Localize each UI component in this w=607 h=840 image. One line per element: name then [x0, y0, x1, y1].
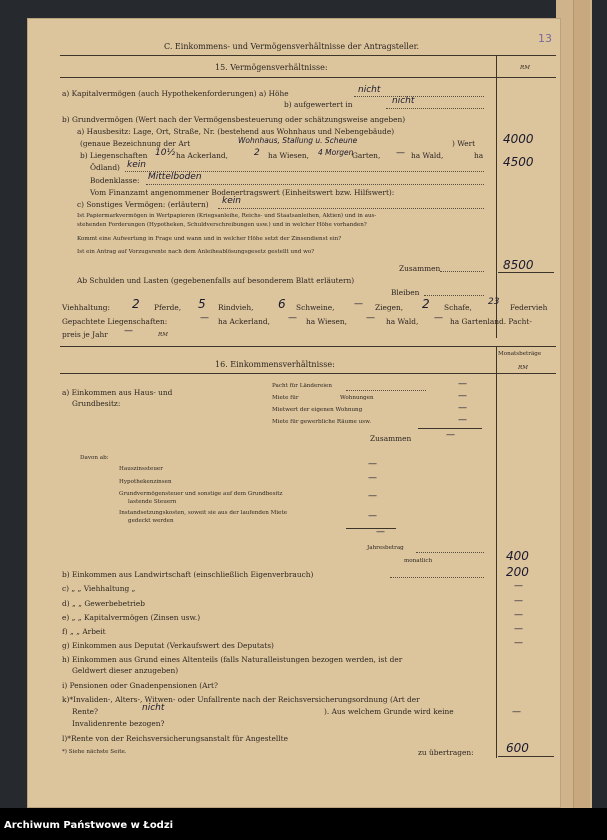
s16-k2-value: nicht: [142, 703, 165, 713]
s15-vieh-f: Schafe,: [444, 303, 472, 312]
rule: [60, 373, 556, 374]
s16-d-sum-value: —: [376, 527, 385, 537]
rule: [60, 55, 556, 56]
s15-b4e: ha Wald,: [411, 151, 444, 160]
s15-a2-value: nicht: [392, 96, 415, 106]
s16-jahres: Jahresbetrag: [367, 545, 404, 551]
s16-d3b: lastende Steuern: [128, 499, 177, 505]
s16-k3: Invalidenrente bezogen?: [72, 719, 165, 728]
s16-d: d) „ „ Gewerbebetrieb: [62, 599, 146, 608]
s16-title: 16. Einkommensverhältnisse:: [215, 360, 335, 369]
s15-vieh-d: Schweine,: [296, 303, 335, 312]
s15-b4-v2: 2: [254, 148, 260, 158]
s16-zusammen: Zusammen: [370, 434, 412, 443]
s15-b1: b) Grundvermögen (Wert nach der Vermögensbesteuerung oder schätzungsweise angeben): [62, 115, 406, 124]
page-edge-fold: [573, 0, 590, 808]
s15-b4-v4: —: [396, 148, 405, 158]
s15-pacht-preis-value: —: [124, 326, 133, 336]
s15-pacht-v3: —: [366, 313, 375, 323]
s16-d4: Instandsetzungskosten, soweit sie aus der laufenden Miete: [119, 510, 288, 516]
s16-f: f) „ „ Arbeit: [62, 627, 106, 636]
s16-unit: RM: [518, 365, 528, 371]
rule: [60, 77, 556, 78]
s16-monatl: monatlich: [404, 558, 433, 564]
dotted-line: [440, 271, 484, 272]
dotted-line: [386, 108, 484, 109]
s16-d4b: gedeckt werden: [128, 518, 174, 524]
s16-h1: h) Einkommen aus Grund eines Altenteils (falls Naturalleistungen bezogen werden, ist der: [62, 655, 403, 664]
s16-b-value: 200: [506, 565, 529, 579]
s15-c1: c) Sonstiges Vermögen: (erläutern): [77, 200, 209, 209]
rule: [496, 55, 497, 338]
s15-b3-value: Wohnhaus, Stallung u. Scheune: [238, 136, 358, 145]
s15-abzug: Ab Schulden und Lasten (gegebenenfalls auf besonderem Blatt erläutern): [77, 276, 355, 285]
s15-b6: Bodenklasse:: [90, 176, 140, 185]
s15-b6-value: Mittelboden: [148, 172, 202, 182]
s15-b3: (genaue Bezeichnung der Art: [80, 139, 191, 148]
s16-r3: Mietwert der eigenen Wohnung: [272, 407, 363, 413]
s16-c-value: —: [514, 581, 523, 591]
archive-label: Archiwum Państwowe w Łodzi: [4, 820, 174, 831]
dotted-line: [416, 552, 484, 553]
s16-g: g) Einkommen aus Deputat (Verkaufswert des Deputats): [62, 641, 274, 650]
s15-pacht-v1: —: [200, 313, 209, 323]
s15-pacht-d: ha Wald,: [386, 317, 419, 326]
s15-c5: Ist ein Antrag auf Vorzugsrente nach dem Anleiheablösungsgesetz gestellt und wo?: [77, 249, 315, 255]
s16-davon: Davon ab:: [80, 455, 109, 461]
s15-vieh-b: Pferde,: [154, 303, 182, 312]
s15-c2: Ist Papiermarkvermögen in Wertpapieren (Kriegsanleihe, Reichs- und Staatsanleihen, Aktien) und in aus-: [77, 213, 377, 219]
s15-pacht-label: Gepachtete Liegenschaften:: [62, 317, 168, 326]
rule: [60, 346, 556, 347]
s16-k-value: —: [512, 707, 521, 717]
s15-vieh-v1: 2: [132, 297, 140, 311]
s15-vieh-v5: 2: [422, 297, 430, 311]
s15-pacht-v2: —: [288, 313, 297, 323]
dotted-line: [146, 184, 484, 185]
s15-c1-value: kein: [222, 196, 241, 206]
s16-r1-value: —: [458, 379, 467, 389]
rule: [346, 528, 396, 529]
s15-c4: Kommt eine Aufwertung in Frage und wann und in welcher Höhe setzt der Zinsendienst ein?: [77, 236, 342, 242]
s15-pacht-c: ha Wiesen,: [306, 317, 347, 326]
s16-e-value: —: [514, 610, 523, 620]
s16-c: c) „ „ Viehhaltung „: [62, 584, 136, 593]
s15-b3-end: ) Wert: [452, 139, 476, 148]
s16-d3-value: —: [368, 491, 377, 501]
s16-g-value: —: [514, 638, 523, 648]
s15-b4b: ha Ackerland,: [176, 151, 228, 160]
s16-d3: Grundvermögensteuer und sonstige auf dem Grundbesitz: [119, 491, 283, 497]
s16-uebertrag: zu übertragen:: [418, 748, 474, 757]
page-number: 13: [538, 32, 552, 45]
s15-a1: a) Kapitalvermögen (auch Hypothekenforderungen) a) Höhe: [62, 89, 289, 98]
s16-d2: Hypothekenzinsen: [119, 479, 172, 485]
s15-b4-amount: 4500: [503, 155, 534, 169]
s15-pacht-b: ha Ackerland,: [218, 317, 270, 326]
s15-vieh-c: Rindvieh,: [218, 303, 254, 312]
s16-a2: Grundbesitz:: [72, 399, 121, 408]
s16-k1: k)*Invaliden-, Alters-, Witwen- oder Unfallrente nach der Reichsversicherungsordnung (Art der: [62, 695, 420, 704]
s16-i: i) Pensionen oder Gnadenpensionen (Art?: [62, 681, 218, 690]
section-title: C. Einkommens- und Vermögensverhältnisse der Antragsteller.: [164, 42, 420, 51]
s16-b: b) Einkommen aus Landwirtschaft (einschließlich Eigenverbrauch): [62, 570, 314, 579]
archive-footer: [0, 808, 607, 840]
s15-b5-value: kein: [127, 160, 146, 170]
s15-b4a: b) Liegenschaften: [80, 151, 148, 160]
s15-b3-amount: 4000: [503, 132, 534, 146]
dotted-line: [218, 208, 484, 209]
s15-pacht-e: ha Gartenland. Pacht-: [450, 317, 532, 326]
rule: [496, 346, 497, 758]
s15-pacht-v4: —: [434, 313, 443, 323]
s15-b4d: Garten,: [352, 151, 381, 160]
dotted-line: [346, 390, 426, 391]
s15-vieh-v6: 23: [488, 297, 500, 307]
s15-vieh-label: Viehhaltung:: [62, 303, 110, 312]
s15-b7: Vom Finanzamt angenommener Bodenertragswert (Einheitswert bzw. Hilfswert):: [90, 188, 395, 197]
s16-jahres-value: 400: [506, 549, 529, 563]
s16-e: e) „ „ Kapitalvermögen (Zinsen usw.): [62, 613, 201, 622]
rule: [498, 756, 554, 757]
s15-vieh-v4: —: [354, 299, 363, 309]
s16-r2b: Wohnungen: [340, 395, 374, 401]
s16-f-value: —: [514, 624, 523, 634]
s16-d1: Hauszinssteuer: [119, 466, 163, 472]
s15-vieh-v3: 6: [278, 297, 286, 311]
s16-uebertrag-value: 600: [506, 741, 529, 755]
s16-l: l)*Rente von der Reichsversicherungsanstalt für Angestellte: [62, 734, 288, 743]
s15-b2: a) Hausbesitz: Lage, Ort, Straße, Nr. (bestehend aus Wohnhaus und Nebengebäude): [77, 127, 395, 136]
s16-d2-value: —: [368, 473, 377, 483]
s15-b4-v1: 10½: [155, 148, 176, 158]
s16-h2: Geldwert dieser anzugeben): [72, 666, 179, 675]
s16-d1-value: —: [368, 459, 377, 469]
s16-footnote: *) Siehe nächste Seite.: [62, 749, 127, 755]
s15-pacht-unit: RM: [158, 332, 168, 338]
s16-r2-value: —: [458, 391, 467, 401]
dotted-line: [424, 295, 484, 296]
s15-title: 15. Vermögensverhältnisse:: [215, 63, 328, 72]
s16-k2b: ). Aus welchem Grunde wird keine: [324, 707, 454, 716]
s15-zusammen-value: 8500: [503, 258, 534, 272]
rule: [418, 428, 482, 429]
s16-k2: Rente?: [72, 707, 99, 716]
s16-r1: Pacht für Ländereien: [272, 383, 332, 389]
s15-zusammen: Zusammen: [399, 264, 441, 273]
s15-bleiben: Bleiben: [391, 288, 420, 297]
s16-zusammen-value: —: [446, 430, 455, 440]
s16-r2: Miete für: [272, 395, 299, 401]
s15-b4f: ha: [474, 151, 484, 160]
s15-b4c: ha Wiesen,: [268, 151, 309, 160]
s16-d-value: —: [514, 596, 523, 606]
s15-a2: b) aufgewertert in: [284, 100, 353, 109]
s16-d4-value: —: [368, 511, 377, 521]
s15-a1-value: nicht: [358, 85, 381, 95]
s15-unit: RM: [520, 65, 530, 71]
s15-pacht-preis: preis je Jahr: [62, 330, 108, 339]
s15-b5: Ödland): [90, 163, 120, 172]
s16-r4: Miete für gewerbliche Räume usw.: [272, 419, 371, 425]
s16-r3-value: —: [458, 403, 467, 413]
s16-col-head: Monatsbeträge: [498, 351, 542, 357]
s15-vieh-v2: 5: [198, 297, 206, 311]
s15-c3: stehenden Forderungen (Hypotheken, Schuldverschreibungen usw.) und in welcher Höhe vorhanden?: [77, 222, 367, 228]
s15-vieh-g: Federvieh: [510, 303, 548, 312]
dotted-line: [390, 577, 484, 578]
rule: [498, 272, 554, 273]
s16-r4-value: —: [458, 415, 467, 425]
s15-vieh-e: Ziegen,: [375, 303, 404, 312]
s15-b4-v3: 4 Morgen: [318, 148, 354, 157]
s16-a1: a) Einkommen aus Haus- und: [62, 388, 173, 397]
dotted-line: [354, 96, 484, 97]
